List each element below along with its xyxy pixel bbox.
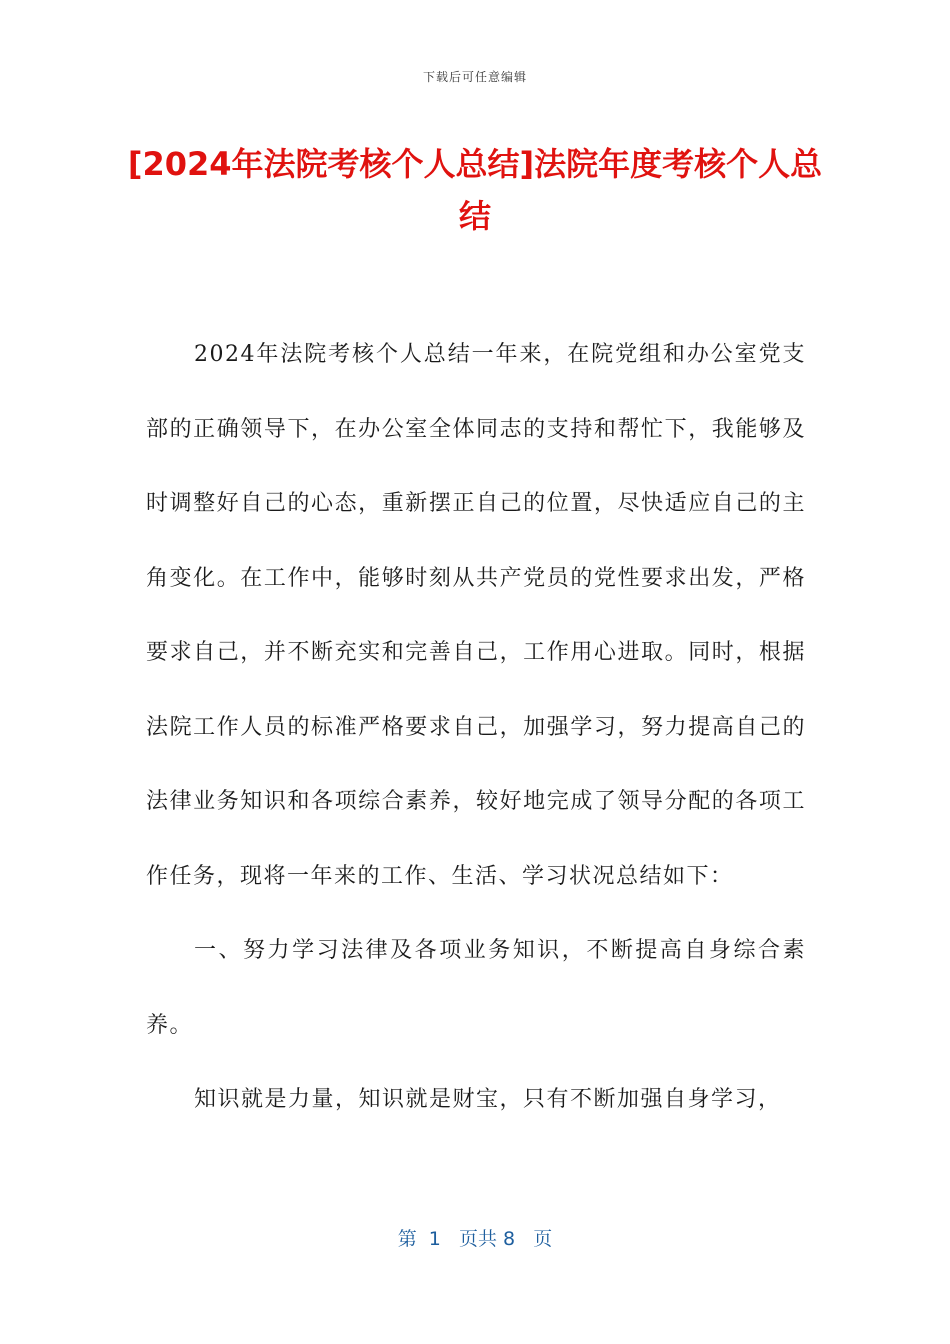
page-footer: 第 1 页共 8 页 (397, 1228, 553, 1250)
paragraph-knowledge: 知识就是力量，知识就是财宝，只有不断加强自身学习， (194, 1087, 782, 1112)
paragraph-intro: 2024年法院考核个人总结一年来，在院党组和办公室党支部的正确领导下，在办公室全体同志的支持和帮忙下，我能够及时调整好自己的心态，重新摆正自己的位置，尽快适应自己的主角变化。在工作中，能够时刻从共产党员的党性要求出发，严格要求自己，并不断充实和完善自己，工作用心进取。同时，根据法院工作人员的标准严格要求自己，加强学习，努力提高自己的法律业务知识和各项综合素养，较好地完成了领导分配的各项工作任务，现将一年来的工作、生活、学习状况总结如下： (146, 342, 806, 889)
header-note: 下载后可任意编辑 (422, 70, 527, 84)
document-title: [2024年法院考核个人总结]法院年度考核个人总结 (127, 145, 823, 235)
document-body (146, 318, 806, 1138)
paragraph-section-heading: 一、努力学习法律及各项业务知识，不断提高自身综合素养。 (146, 938, 806, 1038)
